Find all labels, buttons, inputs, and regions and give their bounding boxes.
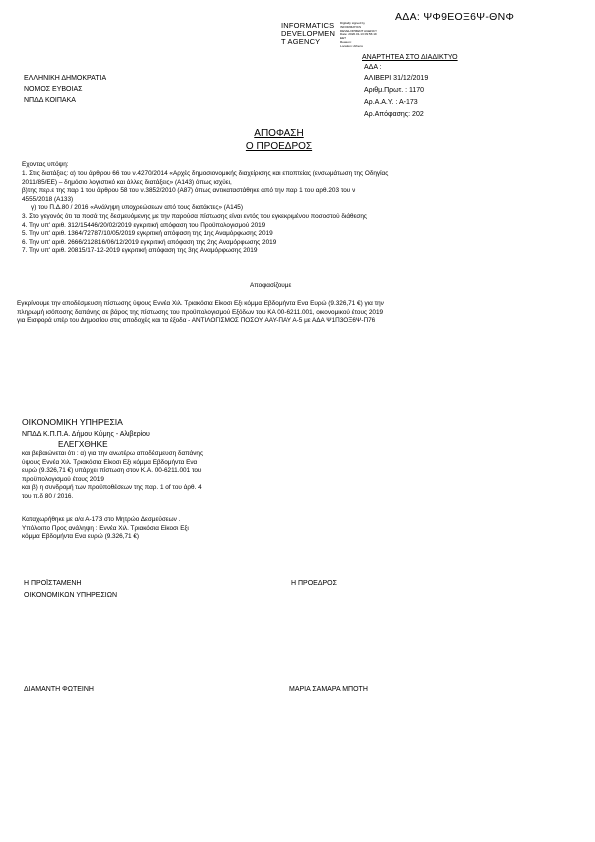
signature-line: Reason: — [340, 39, 352, 44]
checked-label: ΕΛΕΓΧΘΗΚΕ — [58, 440, 108, 449]
finance-department: ΟΙΚΟΝΟΜΙΚΗ ΥΠΗΡΕΣΙΑ — [22, 417, 123, 427]
issuer-line: ΝΟΜΟΣ ΕΥΒΟΙΑΣ — [24, 86, 83, 93]
considering-line: 5. Την υπ' αριθ. 1364/72787/10/05/2019 εγκριτική απόφαση της 1ης Αναμόρφωσης 2019 — [22, 230, 273, 238]
considering-line: β)της περ.ε της παρ 1 του άρθρου 58 του ν.3852/2010 (Α87) όπως αντικαταστάθηκε από την παρ 1 του αρθ.203 του ν — [22, 187, 356, 195]
we-decide-heading: Αποφασίζουμε — [250, 282, 292, 289]
left-signatory-name: ΔΙΑΜΑΝΤΗ ΦΩΤΕΙΝΗ — [24, 686, 94, 693]
registration-note — [22, 516, 189, 542]
considering-line: 1. Στις διατάξεις: α) του άρθρου 66 του ν.4270/2014 «Αρχές δημοσιονομικής διαχείρισης και εποπτείας (ενσωμάτωση της Οδηγίας — [22, 170, 389, 177]
right-signatory-name: ΜΑΡΙΑ ΣΑΜΑΡΑ ΜΠΟΤΗ — [289, 686, 368, 693]
logo-line-2: DEVELOPMEN — [281, 29, 336, 38]
ada-label: ΑΔΑ : — [364, 64, 382, 71]
registration-line: κόμμα Εβδομήντα Ενα ευρώ (9.326,71 €) — [22, 533, 140, 541]
decision-line: για Εισφορά υπέρ του Δημοσίου στις αποδοχές και τα έξοδα - ΑΝΤΙΛΟΓΙΣΜΟΣ ΠΟΣΟΥ ΑΑΥ-ΠΑΥ Α-5 με ΑΔΑ Ψ1Π3ΟΞ6Ψ-Π76 — [17, 317, 376, 325]
right-signature-title: Η ΠΡΟΕΔΡΟΣ — [291, 580, 337, 587]
decision-line: πληρωμή ισόποσης δαπάνης σε βάρος της πίστωσης του προϋπολογισμού Εξόδων του ΚΑ 00-6211.001, οικονομικού έτους 2019 — [17, 308, 384, 316]
considering-line: γ) του Π.Δ.80 / 2016 «Ανάληψη υποχρεώσεων από τους διατάκτες» (Α145) — [31, 204, 243, 212]
considering-line: 3. Στο γεγονός ότι τα ποσά της δεσμευόμενης με την παρούσα πίστωσης είναι εντός του εγκεκριμένου ποσοστού διάθεσης — [22, 212, 368, 220]
certification-line: ύψους Εννέα Χιλ. Τριακόσια Είκοσι Εξι κόμμα Εβδομήντα Ενα — [22, 458, 198, 466]
issuer-line: ΝΠΔΔ ΚΟΙΠΑΚΑ — [24, 97, 76, 104]
signature-line: DEVELOPMENT AGENCY — [340, 28, 378, 33]
meta-date: ΑΛΙΒΕΡΙ 31/12/2019 — [364, 75, 429, 82]
issuer-line: ΕΛΛΗΝΙΚΗ ΔΗΜΟΚΡΑΤΙΑ — [24, 75, 107, 82]
meta-protocol: Αριθμ.Πρωτ. : 1170 — [364, 87, 425, 94]
certification-line: προϋπολογισμού έτους 2019 — [22, 475, 104, 483]
agency-logo-text — [281, 22, 335, 46]
considering-line: 4. Την υπ' αριθ. 312/15446/20/02/2019 εγκριτική απόφαση του Προϋπολογισμού 2019 — [22, 221, 266, 229]
ada-code: ΑΔΑ: ΨΦ9ΕΟΞ6Ψ-ΘΝΦ — [395, 11, 515, 23]
considering-line: 6. Την υπ' αριθ. 2666/212816/06/12/2019 εγκριτική απόφαση της 2ης Αναμόρφωσης 2019 — [22, 238, 277, 246]
considering-line: 7. Την υπ' αριθ. 20815/17-12-2019 εγκριτική απόφαση της 3ης Αναμόρφωσης 2019 — [22, 247, 258, 255]
considering-line: 4555/2018 (Α133) — [22, 195, 74, 203]
logo-line-1: INFORMATICS — [281, 21, 335, 30]
signature-line: Location: Athens — [340, 43, 363, 48]
certification-line: και β) η συνδρομή των προϋποθέσεων της παρ. 1 of του άρθ. 4 — [22, 484, 202, 492]
issuer-block — [24, 74, 106, 105]
signature-line: Digitally signed by — [340, 21, 365, 25]
considering-intro: Εχοντας υπόψη: — [22, 161, 69, 168]
decision-line: Εγκρίνουμε την αποδέσμευση πίστωσης ύψους Εννέα Χιλ. Τριακόσια Είκοσι Εξι κόμμα Εβδομήντα Ενα Ευρώ (9.326,71 €) για την — [17, 300, 384, 307]
document-meta — [364, 74, 428, 119]
digital-signature-stamp — [340, 22, 377, 49]
signature-line: EET — [340, 36, 347, 41]
left-signature-role: Η ΠΡΟΪΣΤΑΜΕΝΗ — [24, 580, 82, 587]
considering-list — [22, 170, 388, 256]
registration-line: Καταχωρήθηκε με α/α Α-173 στο Μητρώο Δεσμεύσεων . — [22, 516, 181, 523]
certification-line: του π.δ 80 / 2016. — [22, 492, 74, 500]
signature-line: INFORMATICS — [340, 24, 362, 29]
registration-line: Υπόλοιπο Προς ανάληψη : Εννέα Χιλ. Τριακόσια Είκοσι Εξι — [22, 524, 189, 532]
left-signature-dept: ΟΙΚΟΝΟΜΙΚΩΝ ΥΠΗΡΕΣΙΩΝ — [24, 592, 118, 599]
finance-entity: ΝΠΔΔ Κ.Π.Π.Α. Δήμου Κύμης - Αλιβερίου — [22, 431, 150, 438]
left-signature-title — [24, 579, 117, 600]
meta-aay: Αρ.Α.Α.Υ. : Α-173 — [364, 99, 418, 106]
finance-certification — [22, 450, 203, 502]
decision-title: ΑΠΟΦΑΣΗ — [254, 128, 304, 139]
considering-line: 2011/85/ΕΕ) – δημόσιο λογιστικό και άλλες διατάξεις» (Α143) όπως ισχύει, — [22, 178, 232, 186]
signature-line: Date: 2020.01.13 09:56:19 — [340, 32, 377, 37]
meta-decision-number: Αρ.Απόφασης: 202 — [364, 111, 424, 118]
decision-text — [17, 300, 384, 326]
certification-line: και βεβαιώνεται ότι : α) για την ανωτέρω αποδέσμευση δαπάνης — [22, 450, 204, 457]
certification-line: ευρώ (9.326,71 €) υπάρχει πίστωση στον Κ.Α. 00-6211.001 του — [22, 467, 202, 475]
post-online-label: ΑΝΑΡΤΗΤΕΑ ΣΤΟ ΔΙΑΔΙΚΤΥΟ — [362, 54, 458, 61]
logo-line-3: T AGENCY — [281, 37, 321, 46]
president-title: Ο ΠΡΟΕΔΡΟΣ — [245, 141, 313, 152]
